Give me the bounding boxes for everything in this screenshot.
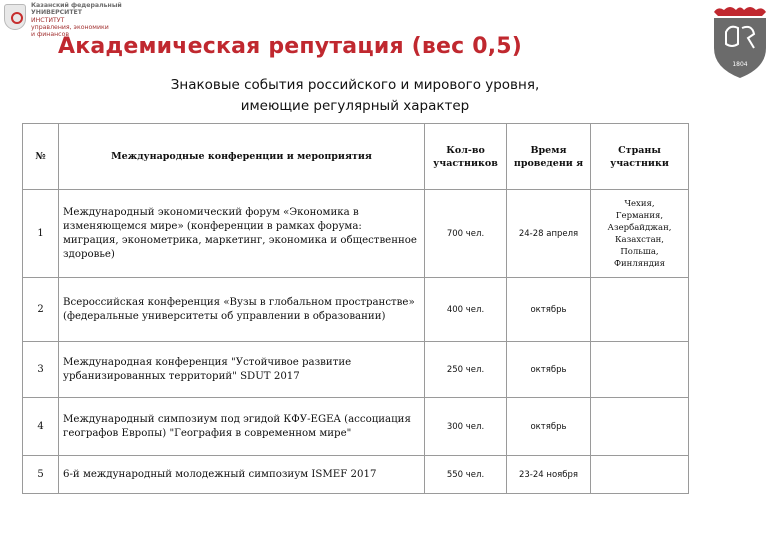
header-count: Кол-во участников — [425, 124, 507, 190]
row-event: Всероссийская конференция «Вузы в глобальном пространстве» (федеральные университеты об управлении в образовании) — [59, 278, 425, 342]
university-name-line: Казанский федеральный — [31, 2, 122, 9]
row-event: Международный симпозиум под эгидой КФУ-EGEA (ассоциация географов Европы) "География в современном мире" — [59, 398, 425, 456]
row-num: 3 — [23, 342, 59, 398]
row-time: октябрь — [507, 278, 591, 342]
country-name: Финляндия — [613, 258, 666, 269]
institute-name-line: управления, экономики — [31, 24, 109, 31]
table-row — [23, 456, 689, 494]
table-header-row — [23, 124, 689, 190]
kfu-crest-icon — [708, 4, 772, 80]
row-count: 400 чел. — [425, 278, 507, 342]
row-countries — [591, 190, 689, 278]
row-count: 250 чел. — [425, 342, 507, 398]
institute-name-line: и финансов — [31, 31, 70, 38]
row-countries — [591, 456, 689, 494]
row-count: 550 чел. — [425, 456, 507, 494]
row-time: октябрь — [507, 342, 591, 398]
header-countries: Страны участники — [591, 124, 689, 190]
row-count: 300 чел. — [425, 398, 507, 456]
country-name: Казахстан, — [614, 234, 665, 245]
country-name: Германия, — [615, 210, 664, 221]
row-countries — [591, 278, 689, 342]
country-name: Польша, — [620, 246, 659, 257]
row-num: 1 — [23, 190, 59, 278]
kfu-emblem-icon — [4, 4, 26, 30]
table-row — [23, 342, 689, 398]
row-num: 4 — [23, 398, 59, 456]
crest-year: 1804 — [732, 61, 748, 68]
university-name — [31, 2, 131, 16]
page-title: Академическая репутация (вес 0,5) — [58, 34, 523, 59]
row-event: Международный экономический форум «Экономика в изменяющемся мире» (конференции в рамках форума: миграция, эконометрика, маркетинг, экономика и общественное здоровье) — [59, 190, 425, 278]
subtitle-line: Знаковые события российского и мирового уровня, — [170, 77, 540, 93]
row-event: 6-й международный молодежный симпозиум ISMEF 2017 — [59, 456, 425, 494]
header-event: Международные конференции и мероприятия — [59, 124, 425, 190]
row-num: 5 — [23, 456, 59, 494]
row-countries — [591, 398, 689, 456]
row-event: Международная конференция "Устойчивое развитие урбанизированных территорий" SDUT 2017 — [59, 342, 425, 398]
header-num: № — [23, 124, 59, 190]
table-row — [23, 190, 689, 278]
table-row — [23, 398, 689, 456]
row-time: октябрь — [507, 398, 591, 456]
institute-name-line: ИНСТИТУТ — [31, 17, 65, 24]
row-num: 2 — [23, 278, 59, 342]
row-time: 24-28 апреля — [507, 190, 591, 278]
row-count: 700 чел. — [425, 190, 507, 278]
page-subtitle — [160, 75, 550, 117]
row-time: 23-24 ноября — [507, 456, 591, 494]
university-name-line: УНИВЕРСИТЕТ — [31, 9, 82, 16]
row-countries — [591, 342, 689, 398]
subtitle-line: имеющие регулярный характер — [240, 98, 470, 114]
header-time: Время проведени я — [507, 124, 591, 190]
country-name: Азербайджан, — [607, 222, 672, 233]
country-name: Чехия, — [624, 198, 655, 209]
table-row — [23, 278, 689, 342]
events-table — [22, 123, 689, 494]
